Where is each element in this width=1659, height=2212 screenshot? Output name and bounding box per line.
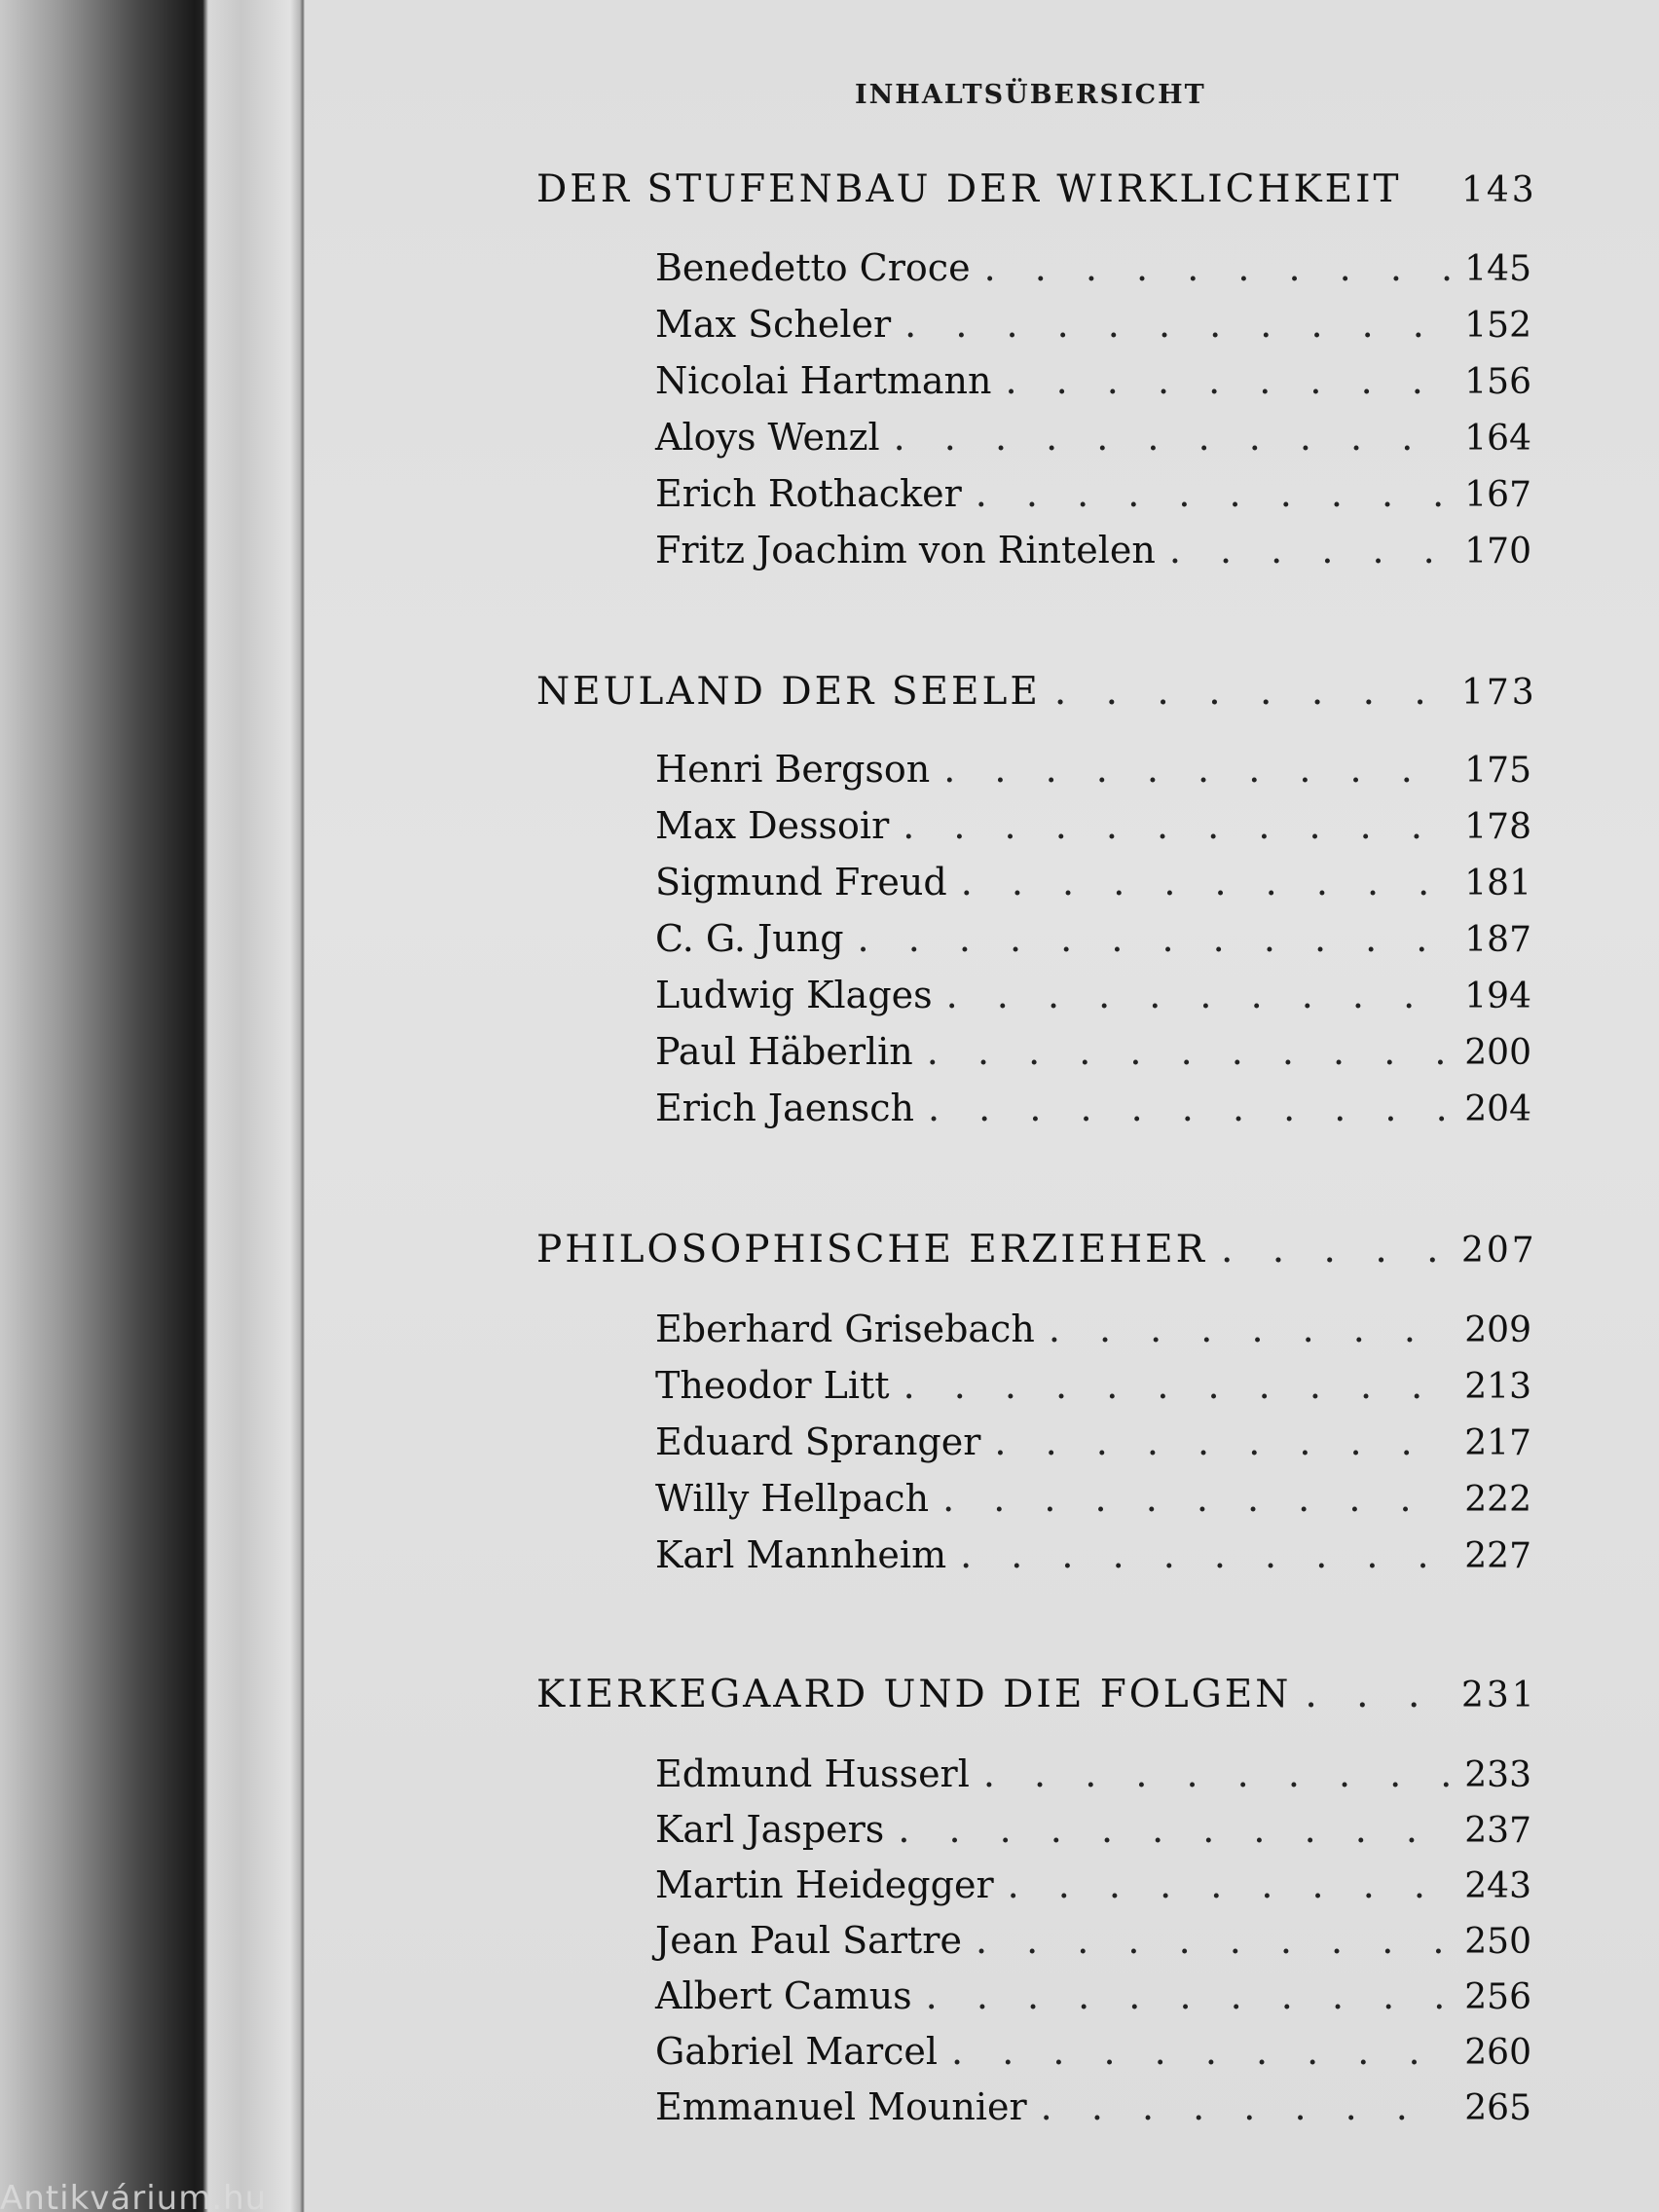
section-label: KIERKEGAARD UND DIE FOLGEN	[536, 1673, 1292, 1716]
section-page: 231	[1461, 1676, 1537, 1715]
toc-entry	[655, 2030, 1531, 2073]
dot-leader	[994, 1420, 1450, 1463]
section-title	[536, 167, 1537, 211]
section-label: PHILOSOPHISCHE ERZIEHER	[536, 1228, 1207, 1272]
dot-leader	[1049, 1308, 1450, 1350]
toc-entry	[655, 1863, 1531, 1906]
entry-name: Theodor Litt	[655, 1364, 890, 1407]
entry-name: Paul Häberlin	[655, 1030, 913, 1073]
dot-leader	[961, 861, 1450, 903]
entry-name: Martin Heidegger	[655, 1863, 994, 1906]
entry-page: 181	[1464, 864, 1531, 903]
dot-leader	[942, 1477, 1450, 1520]
entry-name: Max Dessoir	[655, 804, 890, 847]
dot-leader	[904, 303, 1450, 346]
dot-leader	[928, 1087, 1450, 1129]
dot-leader	[903, 1364, 1450, 1407]
section-label: DER STUFENBAU DER WIRKLICHKEIT	[536, 167, 1402, 211]
entry-name: Gabriel Marcel	[655, 2030, 939, 2073]
entry-page: 167	[1464, 475, 1531, 515]
entry-page: 233	[1464, 1755, 1531, 1795]
dot-leader	[946, 974, 1450, 1016]
dot-leader	[951, 2030, 1450, 2073]
toc-entry	[655, 861, 1531, 903]
entry-name: Eduard Spranger	[655, 1420, 981, 1463]
toc-entry	[655, 303, 1531, 346]
entry-name: Nicolai Hartmann	[655, 359, 992, 402]
page-edge	[203, 0, 305, 2212]
book-page	[305, 0, 1659, 2212]
entry-page: 227	[1464, 1536, 1531, 1576]
entry-name: Erich Jaensch	[655, 1087, 914, 1129]
section-page: 173	[1461, 673, 1537, 713]
toc-entry	[655, 416, 1531, 459]
binding-shadow	[0, 0, 224, 2212]
toc-entry	[655, 1030, 1531, 1073]
toc-entry	[655, 974, 1531, 1016]
toc-entry	[655, 529, 1531, 571]
dot-leader	[1221, 1228, 1448, 1272]
toc-entry	[655, 1308, 1531, 1350]
entry-page: 200	[1464, 1033, 1531, 1073]
toc-entry	[655, 1974, 1531, 2017]
toc-entry	[655, 748, 1531, 791]
toc-entry	[655, 1533, 1531, 1576]
entry-name: Emmanuel Mounier	[655, 2085, 1027, 2128]
entry-name: Edmund Husserl	[655, 1752, 970, 1795]
toc-entry	[655, 1752, 1531, 1795]
entry-name: Ludwig Klages	[655, 974, 933, 1016]
entry-page: 222	[1464, 1480, 1531, 1520]
dot-leader	[976, 1919, 1450, 1962]
section-page: 143	[1461, 170, 1537, 210]
entry-name: Jean Paul Sartre	[655, 1919, 962, 1962]
dot-leader	[1054, 670, 1448, 714]
entry-page: 213	[1464, 1367, 1531, 1407]
section-title	[536, 670, 1537, 714]
entry-name: Karl Jaspers	[655, 1808, 885, 1851]
dot-leader	[1041, 2085, 1450, 2128]
dot-leader	[1008, 1863, 1450, 1906]
entry-name: Karl Mannheim	[655, 1533, 947, 1576]
toc-entry	[655, 1364, 1531, 1407]
dot-leader	[1005, 359, 1450, 402]
entry-page: 260	[1464, 2033, 1531, 2073]
toc-entry	[655, 1919, 1531, 1962]
entry-page: 178	[1464, 807, 1531, 847]
dot-leader	[903, 804, 1450, 847]
entry-name: Aloys Wenzl	[655, 416, 880, 459]
entry-name: Henri Bergson	[655, 748, 931, 791]
entry-page: 250	[1464, 1922, 1531, 1962]
toc-entry	[655, 1477, 1531, 1520]
entry-name: C. G. Jung	[655, 917, 844, 960]
dot-leader	[960, 1533, 1450, 1576]
entry-page: 164	[1464, 419, 1531, 459]
toc-entry	[655, 804, 1531, 847]
entry-name: Willy Hellpach	[655, 1477, 930, 1520]
entry-page: 175	[1464, 751, 1531, 791]
section-title	[536, 1228, 1537, 1272]
toc-entry	[655, 1808, 1531, 1851]
dot-leader	[858, 917, 1450, 960]
page-header: INHALTSÜBERSICHT	[855, 80, 1206, 110]
entry-page: 152	[1464, 306, 1531, 346]
section-title	[536, 1673, 1537, 1716]
entry-page: 265	[1464, 2088, 1531, 2128]
dot-leader	[898, 1808, 1450, 1851]
entry-page: 204	[1464, 1089, 1531, 1129]
entry-page: 256	[1464, 1977, 1531, 2017]
entry-page: 187	[1464, 920, 1531, 960]
dot-leader	[927, 1030, 1450, 1073]
dot-leader	[1305, 1673, 1448, 1716]
dot-leader	[1169, 529, 1450, 571]
dot-leader	[984, 246, 1450, 289]
toc-entry	[655, 2085, 1531, 2128]
section-label: NEULAND DER SEELE	[536, 670, 1041, 714]
dot-leader	[894, 416, 1450, 459]
entry-page: 145	[1464, 249, 1531, 289]
dot-leader	[983, 1752, 1450, 1795]
toc-entry	[655, 246, 1531, 289]
entry-page: 194	[1464, 977, 1531, 1016]
entry-name: Albert Camus	[655, 1974, 912, 2017]
entry-page: 237	[1464, 1811, 1531, 1851]
toc-entry	[655, 1087, 1531, 1129]
entry-name: Eberhard Grisebach	[655, 1308, 1035, 1350]
section-page: 207	[1461, 1231, 1537, 1271]
entry-name: Sigmund Freud	[655, 861, 947, 903]
toc-entry	[655, 472, 1531, 515]
entry-page: 156	[1464, 362, 1531, 402]
watermark: Antikvárium.hu	[0, 2179, 268, 2212]
toc-entry	[655, 1420, 1531, 1463]
entry-page: 170	[1464, 532, 1531, 571]
entry-name: Fritz Joachim von Rintelen	[655, 529, 1156, 571]
dot-leader	[943, 748, 1450, 791]
dot-leader	[976, 472, 1450, 515]
toc-entry	[655, 359, 1531, 402]
entry-page: 243	[1464, 1866, 1531, 1906]
entry-name: Erich Rothacker	[655, 472, 962, 515]
entry-name: Max Scheler	[655, 303, 892, 346]
toc-entry	[655, 917, 1531, 960]
entry-name: Benedetto Croce	[655, 246, 971, 289]
dot-leader	[926, 1974, 1450, 2017]
entry-page: 209	[1464, 1310, 1531, 1350]
entry-page: 217	[1464, 1423, 1531, 1463]
